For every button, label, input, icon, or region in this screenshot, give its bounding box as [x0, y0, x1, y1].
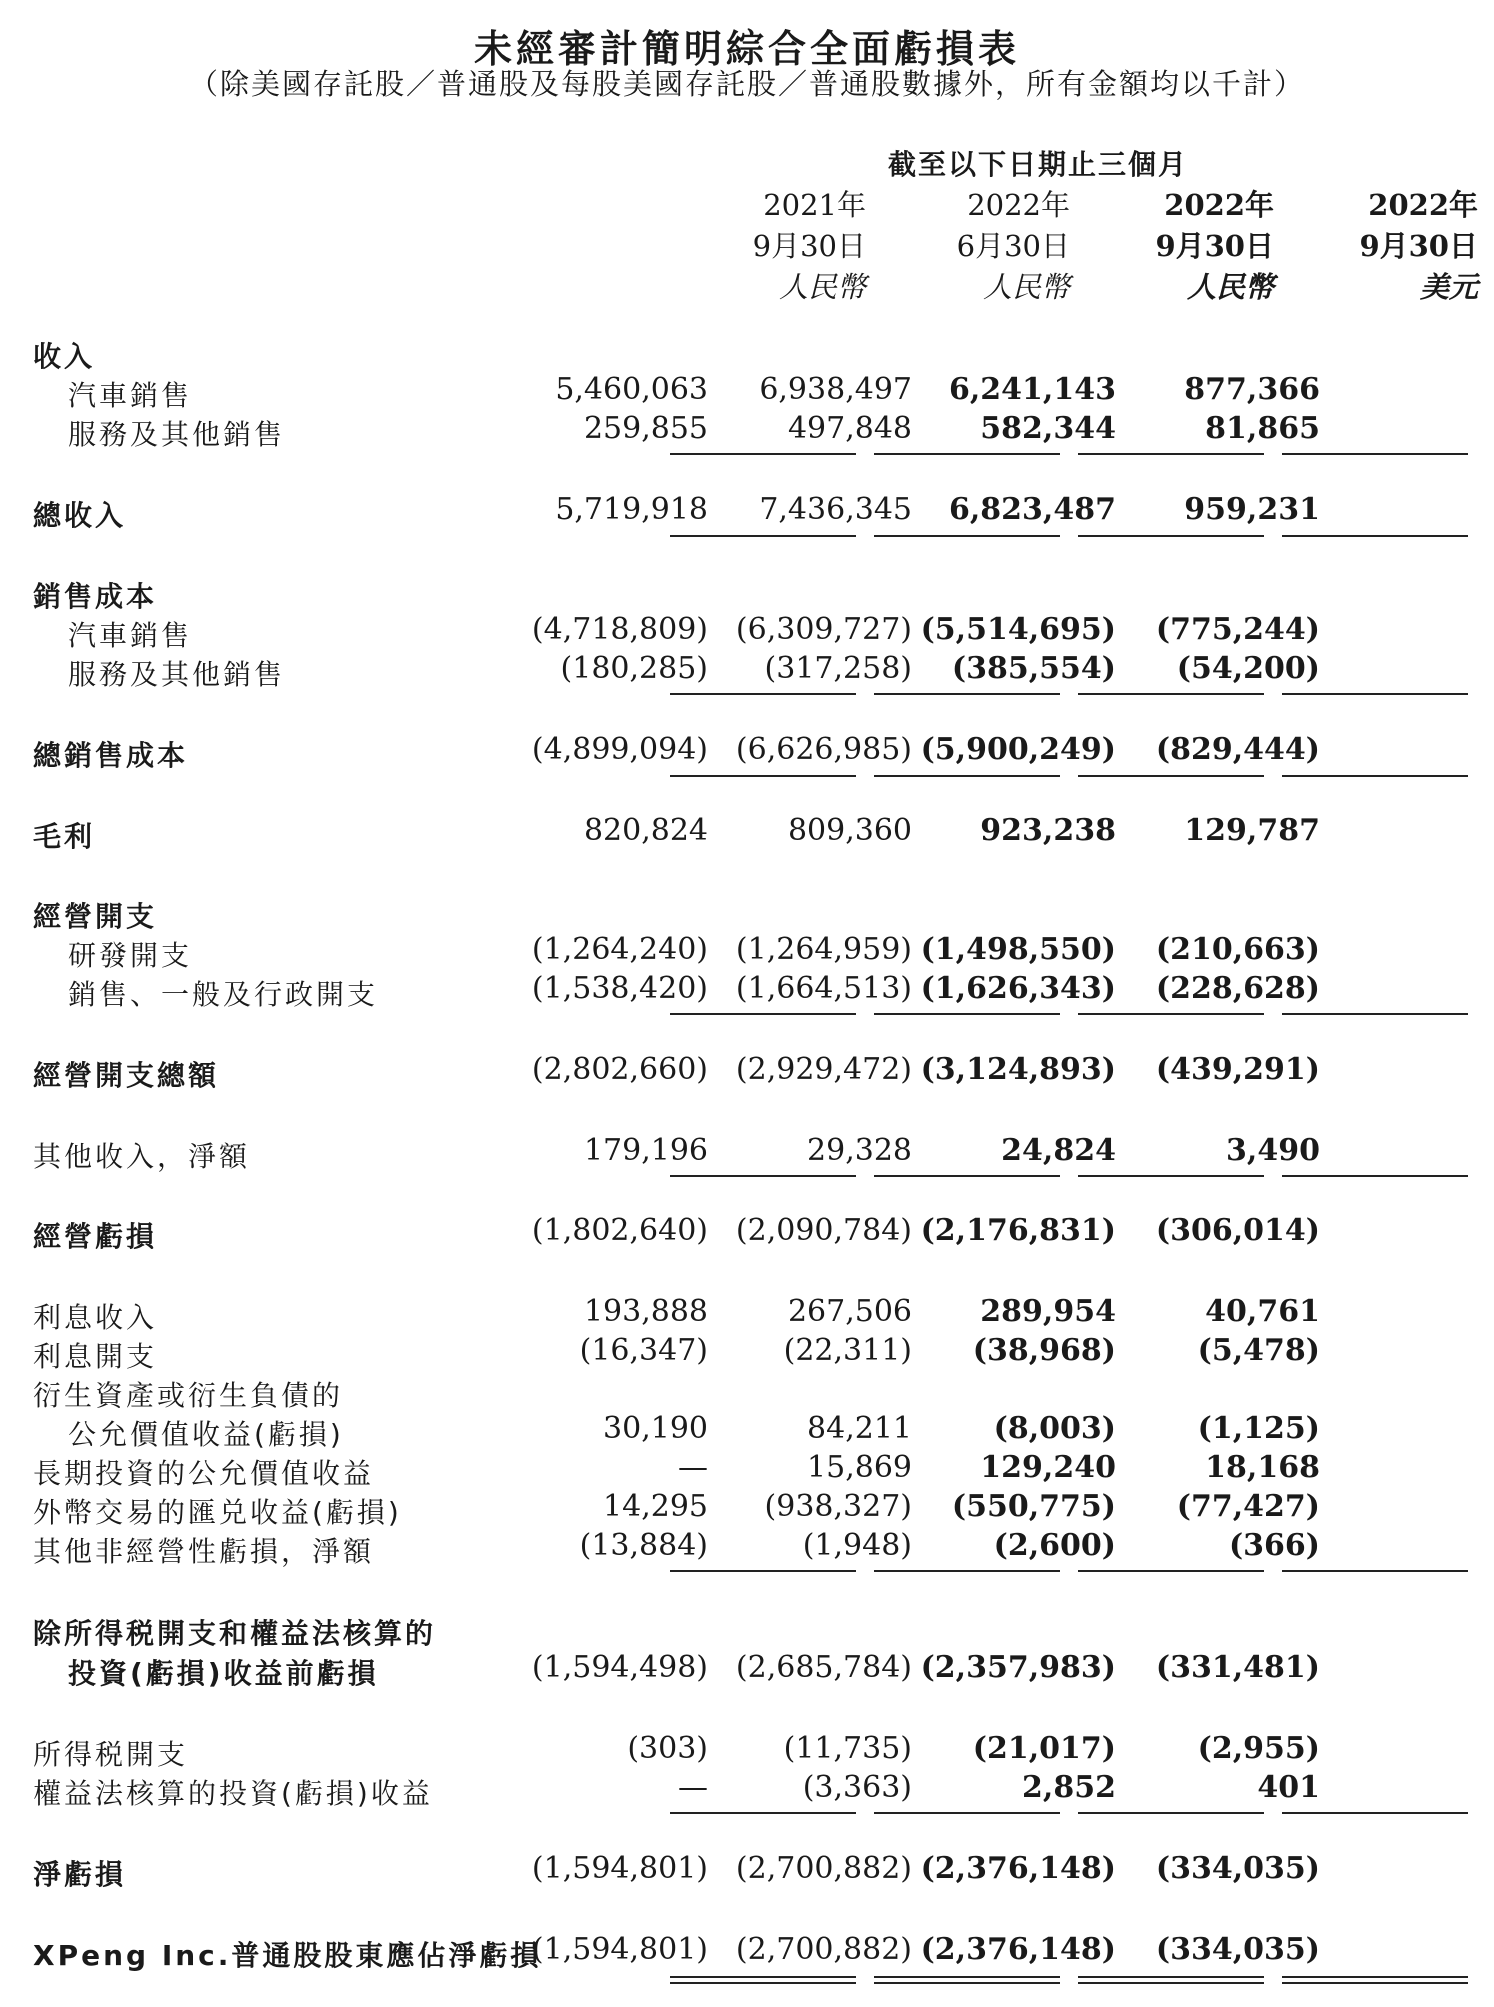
subtotal-rule: [670, 453, 856, 455]
row-value: (1,594,801): [531, 1932, 708, 1967]
row-value: (331,481): [1155, 1650, 1320, 1685]
row-value: (4,899,094): [531, 732, 708, 767]
subtotal-rule: [670, 1013, 856, 1015]
subtotal-rule: [874, 1812, 1060, 1814]
total-double-rule: [874, 1976, 1060, 1984]
subtotal-rule: [1078, 453, 1264, 455]
statement-subtitle: （除美國存託股／普通股及每股美國存託股／普通股數據外，所有金額均以千計）: [188, 67, 1305, 101]
row-label-cost-services-other: 服務及其他銷售: [68, 658, 286, 691]
row-label-income-tax-expense: 所得税開支: [33, 1738, 189, 1771]
row-value: (6,626,985): [735, 732, 912, 767]
row-label-cost-vehicle-sales: 汽車銷售: [68, 619, 193, 652]
row-value: —: [678, 1450, 708, 1485]
row-value: (210,663): [1155, 932, 1320, 967]
row-label-sga-expenses: 銷售、一般及行政開支: [68, 978, 379, 1011]
row-value: (228,628): [1155, 971, 1320, 1006]
subtotal-rule: [1078, 1013, 1264, 1015]
row-value: 2,852: [1022, 1770, 1116, 1805]
row-value: (2,700,882): [735, 1932, 912, 1967]
row-value: 179,196: [583, 1133, 708, 1168]
row-value: 15,869: [807, 1450, 912, 1485]
row-value: (8,003): [993, 1411, 1116, 1446]
subtotal-rule: [1282, 535, 1468, 537]
row-value: (2,685,784): [735, 1650, 912, 1685]
row-value: (317,258): [764, 651, 912, 686]
row-value: (775,244): [1155, 612, 1320, 647]
subtotal-rule: [670, 1175, 856, 1177]
row-value: (4,718,809): [531, 612, 708, 647]
row-value: (5,478): [1197, 1333, 1320, 1368]
row-value: (439,291): [1155, 1052, 1320, 1087]
row-label-interest-expense: 利息開支: [33, 1340, 158, 1373]
row-value: (2,176,831): [920, 1213, 1116, 1248]
row-value: 193,888: [583, 1294, 708, 1329]
subtotal-rule: [1282, 453, 1468, 455]
subtotal-rule: [1282, 1013, 1468, 1015]
total-double-rule: [670, 1976, 856, 1984]
subtotal-rule: [670, 1812, 856, 1814]
row-value: (180,285): [560, 651, 708, 686]
row-value: 84,211: [807, 1411, 912, 1446]
row-value: 7,436,345: [759, 492, 912, 527]
row-label-vehicle-sales: 汽車銷售: [68, 379, 193, 412]
row-value: 5,719,918: [555, 492, 708, 527]
subtotal-rule: [1078, 775, 1264, 777]
row-value: 14,295: [603, 1489, 708, 1524]
subtotal-rule: [1078, 1175, 1264, 1177]
row-value: 18,168: [1205, 1450, 1320, 1485]
row-value: 6,241,143: [948, 372, 1116, 407]
row-value: 267,506: [787, 1294, 912, 1329]
row-value: (2,929,472): [735, 1052, 912, 1087]
row-value: (1,948): [802, 1528, 912, 1563]
row-label-total-cost-of-sales: 總銷售成本: [33, 739, 189, 772]
row-value: 582,344: [980, 411, 1116, 446]
row-label-pretax-loss-line2: 投資(虧損)收益前虧損: [68, 1657, 379, 1690]
row-value: (22,311): [783, 1333, 912, 1368]
row-value: (11,735): [783, 1731, 912, 1766]
row-value: (1,498,550): [920, 932, 1116, 967]
period-header: 截至以下日期止三個月: [888, 148, 1189, 181]
row-label-other-non-operating-loss: 其他非經營性虧損，淨額: [33, 1535, 375, 1568]
row-label-fx-gain-loss: 外幣交易的匯兑收益(虧損): [33, 1496, 402, 1529]
row-value: (334,035): [1155, 1851, 1320, 1886]
row-label-net-loss: 淨虧損: [33, 1858, 127, 1891]
row-label-rd-expenses: 研發開支: [68, 939, 193, 972]
subtotal-rule: [874, 1570, 1060, 1572]
row-value: 30,190: [603, 1411, 708, 1446]
row-label-pretax-loss-line1: 除所得税開支和權益法核算的: [33, 1617, 437, 1650]
row-value: 6,823,487: [948, 492, 1116, 527]
row-value: (1,125): [1197, 1411, 1320, 1446]
row-value: 259,855: [583, 411, 708, 446]
column-header-2021-q3: 2021年 9月30日 人民幣: [752, 188, 866, 304]
row-value: 40,761: [1205, 1294, 1320, 1329]
subtotal-rule: [1078, 1812, 1264, 1814]
subtotal-rule: [874, 775, 1060, 777]
subtotal-rule: [670, 775, 856, 777]
row-value: (5,514,695): [920, 612, 1116, 647]
row-value: (2,090,784): [735, 1213, 912, 1248]
subtotal-rule: [670, 535, 856, 537]
subtotal-rule: [874, 453, 1060, 455]
row-value: (13,884): [579, 1528, 708, 1563]
row-value: (21,017): [972, 1731, 1116, 1766]
subtotal-rule: [670, 1570, 856, 1572]
row-value: 6,938,497: [759, 372, 912, 407]
row-value: (5,900,249): [920, 732, 1116, 767]
row-label-other-income-net: 其他收入，淨額: [33, 1140, 251, 1173]
row-value: 401: [1257, 1770, 1320, 1805]
row-value: (1,594,801): [531, 1851, 708, 1886]
row-value: (938,327): [764, 1489, 912, 1524]
subtotal-rule: [1282, 1175, 1468, 1177]
section-revenue-label: 收入: [33, 340, 96, 373]
row-value: 877,366: [1184, 372, 1320, 407]
row-value: 29,328: [807, 1133, 912, 1168]
row-value: (77,427): [1176, 1489, 1320, 1524]
row-value: (1,802,640): [531, 1213, 708, 1248]
row-value: 24,824: [1001, 1133, 1116, 1168]
row-value: (550,775): [951, 1489, 1116, 1524]
column-header-2022-q3-rmb: 2022年 9月30日 人民幣: [1155, 188, 1274, 304]
subtotal-rule: [670, 693, 856, 695]
row-value: —: [678, 1770, 708, 1805]
total-double-rule: [1282, 1976, 1468, 1984]
row-value: (1,594,498): [531, 1650, 708, 1685]
row-value: 129,240: [980, 1450, 1116, 1485]
row-value: (829,444): [1155, 732, 1320, 767]
subtotal-rule: [874, 693, 1060, 695]
row-label-total-revenue: 總收入: [33, 499, 127, 532]
section-operating-expenses-label: 經營開支: [33, 900, 158, 933]
row-value: (1,538,420): [531, 971, 708, 1006]
row-value: 129,787: [1184, 813, 1320, 848]
row-label-long-term-investment-gain: 長期投資的公允價值收益: [33, 1457, 375, 1490]
subtotal-rule: [1282, 775, 1468, 777]
row-value: (2,376,148): [920, 1851, 1116, 1886]
row-value: (54,200): [1176, 651, 1320, 686]
row-value: 959,231: [1184, 492, 1320, 527]
subtotal-rule: [1282, 1570, 1468, 1572]
subtotal-rule: [874, 535, 1060, 537]
row-value: 809,360: [787, 813, 912, 848]
row-value: (1,626,343): [920, 971, 1116, 1006]
row-label-loss-from-operations: 經營虧損: [33, 1220, 158, 1253]
row-value: (1,264,959): [735, 932, 912, 967]
row-value: 289,954: [980, 1294, 1116, 1329]
subtotal-rule: [1078, 535, 1264, 537]
row-value: (3,363): [802, 1770, 912, 1805]
row-value: (2,700,882): [735, 1851, 912, 1886]
row-value: (16,347): [579, 1333, 708, 1368]
subtotal-rule: [874, 1013, 1060, 1015]
row-label-total-operating-expenses: 經營開支總額: [33, 1059, 220, 1092]
row-value: 5,460,063: [555, 372, 708, 407]
row-label-interest-income: 利息收入: [33, 1301, 158, 1334]
row-value: (2,802,660): [531, 1052, 708, 1087]
row-value: 81,865: [1205, 411, 1320, 446]
total-double-rule: [1078, 1976, 1264, 1984]
subtotal-rule: [1282, 1812, 1468, 1814]
row-label-services-other: 服務及其他銷售: [68, 418, 286, 451]
row-value: 820,824: [583, 813, 708, 848]
row-value: (1,664,513): [735, 971, 912, 1006]
row-value: (1,264,240): [531, 932, 708, 967]
row-value: (303): [627, 1731, 708, 1766]
row-value: (2,955): [1197, 1731, 1320, 1766]
row-value: (38,968): [972, 1333, 1116, 1368]
subtotal-rule: [1078, 1570, 1264, 1572]
subtotal-rule: [874, 1175, 1060, 1177]
row-label-derivative-fair-value: 公允價值收益(虧損): [68, 1418, 344, 1451]
row-value: 923,238: [980, 813, 1116, 848]
row-value: 497,848: [787, 411, 912, 446]
column-header-2022-q2: 2022年 6月30日 人民幣: [956, 188, 1070, 304]
row-label-net-loss-attributable: XPeng Inc.普通股股東應佔淨虧損: [33, 1939, 542, 1972]
row-value: (385,554): [951, 651, 1116, 686]
column-header-2022-q3-usd: 2022年 9月30日 美元: [1359, 188, 1478, 304]
row-value: (2,600): [993, 1528, 1116, 1563]
row-value: (334,035): [1155, 1932, 1320, 1967]
row-label-equity-method-investment: 權益法核算的投資(虧損)收益: [33, 1777, 433, 1810]
row-value: (2,357,983): [920, 1650, 1116, 1685]
section-cost-of-sales-label: 銷售成本: [33, 580, 158, 613]
subtotal-rule: [1078, 693, 1264, 695]
row-value: (306,014): [1155, 1213, 1320, 1248]
subtotal-rule: [1282, 693, 1468, 695]
statement-title: 未經審計簡明綜合全面虧損表: [473, 27, 1020, 71]
row-value: (366): [1228, 1528, 1320, 1563]
row-value: (6,309,727): [735, 612, 912, 647]
row-value: (2,376,148): [920, 1932, 1116, 1967]
row-value: 3,490: [1226, 1133, 1320, 1168]
row-value: (3,124,893): [920, 1052, 1116, 1087]
row-label-derivative-line1: 衍生資產或衍生負債的: [33, 1379, 344, 1412]
row-label-gross-profit: 毛利: [33, 820, 96, 853]
